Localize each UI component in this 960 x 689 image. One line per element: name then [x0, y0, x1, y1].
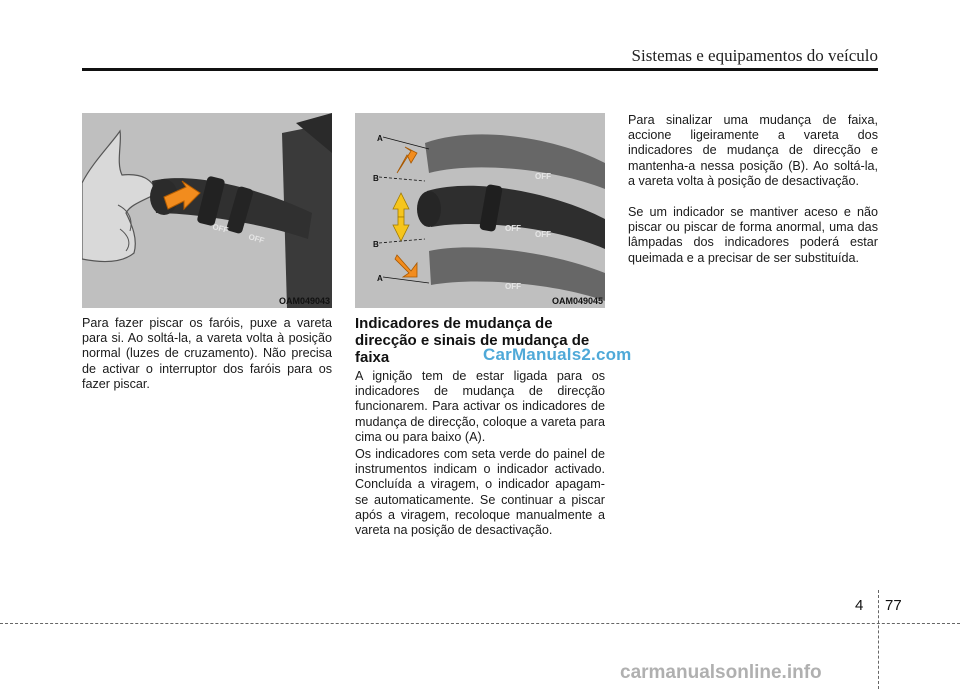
lane-change-paragraph: Para sinalizar uma mudança de faixa, accione ligeiramente a vareta dos indicadores de mudança de direcção e mantenha-a nessa posição (B). Ao soltá-la, a vareta volta à posição de desactivação. [628, 113, 878, 188]
section-heading: Indicadores de mudança de direcção e sinais de mudança de faixa [355, 315, 590, 366]
turn-signal-paragraph-2: Os indicadores com seta verde do painel de instrumentos indicam o indicador activado. Concluída a viragem, o indicador apagam-se automaticamente. Se continuar a piscar após a viragem, recoloque manualmente a vareta na posição de desactivação. [355, 447, 605, 538]
headlight-flash-paragraph: Para fazer piscar os faróis, puxe a vareta para si. Ao soltá-la, a vareta volta à posição normal (luzes de cruzamento). Não precisa de activar o interruptor dos faróis para os fazer piscar. [82, 316, 332, 391]
headlight-flash-illustration [82, 113, 332, 308]
switch-label-off-3: OFF [505, 224, 521, 233]
switch-label-off-2: OFF [247, 232, 266, 246]
page-number: 77 [885, 597, 902, 614]
turn-signal-illustration [355, 113, 605, 308]
watermark: CarManuals2.com [483, 345, 632, 364]
figure-code: OAM049045 [551, 296, 603, 306]
figure-code: OAM049043 [278, 296, 330, 306]
switch-label-off-1: OFF [211, 222, 230, 235]
chapter-number: 4 [855, 597, 864, 614]
callout-b-bottom: B [373, 240, 379, 249]
figure-headlight-flash [82, 113, 332, 308]
callout-b-top: B [373, 174, 379, 183]
footer-divider [878, 590, 879, 689]
header-rule [82, 68, 878, 71]
switch-label-off-4: OFF [535, 230, 551, 239]
callout-a-bottom: A [377, 274, 383, 283]
switch-label-off-5: OFF [505, 282, 521, 291]
bulb-warning-paragraph: Se um indicador se mantiver aceso e não piscar ou piscar de forma anormal, uma das lâmpadas dos indicadores poderá estar queimada e a precisar de ser substituída. [628, 205, 878, 265]
switch-label-off-6: OFF [535, 172, 551, 181]
section-title: Sistemas e equipamentos do veículo [631, 46, 878, 65]
callout-a-top: A [377, 134, 383, 143]
site-watermark: carmanualsonline.info [620, 662, 822, 683]
figure-turn-signal [355, 113, 605, 308]
turn-signal-paragraph-1: A ignição tem de estar ligada para os indicadores de mudança de direcção funcionarem. Para activar os indicadores de mudança de direcção, coloque a vareta para cima ou para baixo (A). [355, 369, 605, 444]
footer-rule [0, 623, 960, 624]
